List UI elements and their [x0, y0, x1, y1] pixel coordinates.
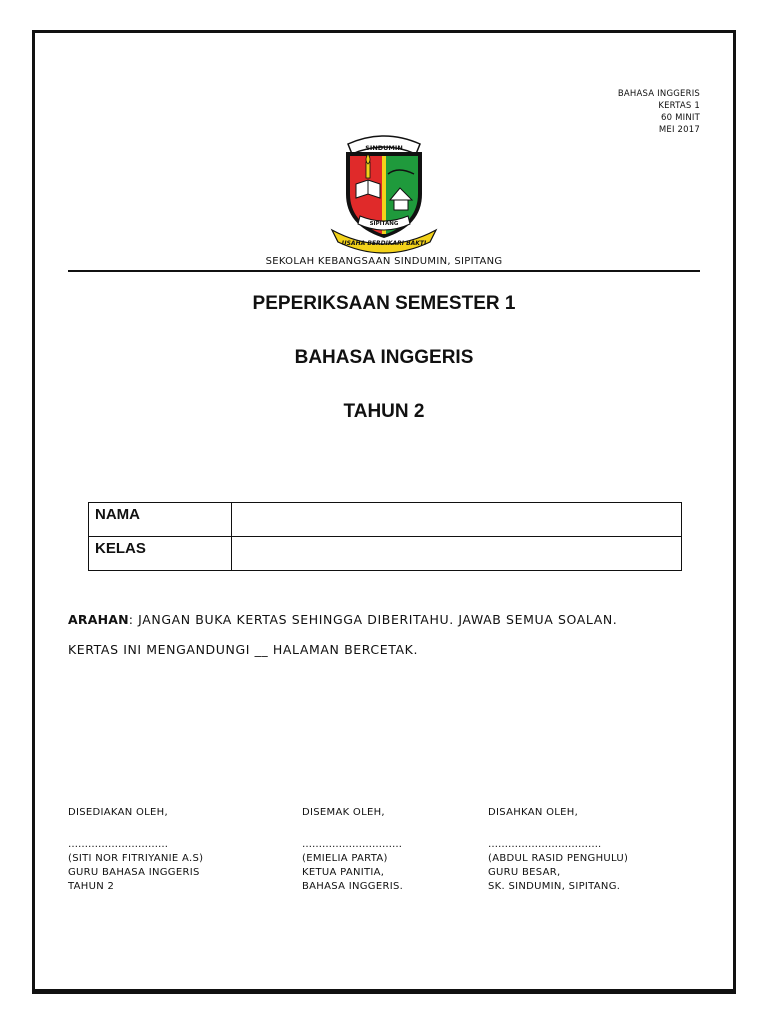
instructions [68, 605, 617, 665]
signature-line: ……………………………. [488, 839, 602, 850]
signatory-prepared [68, 806, 203, 894]
signatory-role-2: TAHUN 2 [68, 881, 115, 892]
signatory-heading: DISEMAK OLEH, [302, 807, 385, 818]
svg-text:SINDUMIN: SINDUMIN [365, 144, 403, 152]
signatory-approved [488, 806, 628, 894]
school-name: SEKOLAH KEBANGSAAN SINDUMIN, SIPITANG [265, 256, 503, 267]
name-row [89, 503, 682, 537]
signatory-heading: DISAHKAN OLEH, [488, 807, 579, 818]
exam-meta [618, 88, 700, 136]
signatory-name: (EMIELIA PARTA) [302, 853, 388, 864]
signatory-role: GURU BESAR, [488, 867, 561, 878]
year-title: TAHUN 2 [343, 401, 425, 422]
signatory-role-2: BAHASA INGGERIS. [302, 881, 404, 892]
signatory-checked [302, 806, 403, 894]
exam-title: PEPERIKSAAN SEMESTER 1 [252, 293, 516, 314]
page-border-shadow [32, 992, 736, 994]
meta-paper: KERTAS 1 [658, 101, 700, 111]
signatory-role: KETUA PANITIA, [302, 867, 385, 878]
instructions-text-1: : JANGAN BUKA KERTAS SEHINGGA DIBERITAHU. JAWAB SEMUA SOALAN. [128, 612, 618, 627]
name-field[interactable] [232, 503, 682, 537]
name-label: NAMA [89, 503, 232, 537]
signature-line: ………………………… [68, 839, 168, 850]
instructions-line-1 [68, 605, 617, 635]
signatory-name: (ABDUL RASID PENGHULU) [488, 853, 629, 864]
instructions-label: ARAHAN [68, 612, 129, 627]
signatory-name: (SITI NOR FITRIYANIE A.S) [68, 853, 204, 864]
meta-subject: BAHASA INGGERIS [617, 89, 700, 99]
header-divider [68, 270, 700, 272]
signatory-role-2: SK. SINDUMIN, SIPITANG. [488, 881, 621, 892]
svg-text:USAHA BERDIKARI BAKTI: USAHA BERDIKARI BAKTI [341, 240, 427, 247]
class-label: KELAS [89, 537, 232, 571]
svg-text:SIPITANG: SIPITANG [369, 221, 399, 227]
class-row [89, 537, 682, 571]
student-info-table [88, 502, 682, 571]
school-crest-logo [326, 130, 442, 258]
signatory-heading: DISEDIAKAN OLEH, [68, 807, 168, 818]
signature-line: ………………………… [302, 839, 402, 850]
instructions-line-2: KERTAS INI MENGANDUNGI __ HALAMAN BERCETAK. [68, 642, 419, 657]
class-field[interactable] [232, 537, 682, 571]
meta-duration: 60 MINIT [660, 113, 700, 123]
meta-date: MEI 2017 [658, 125, 700, 135]
signatory-role: GURU BAHASA INGGERIS [68, 867, 200, 878]
subject-title: BAHASA INGGERIS [294, 347, 474, 368]
